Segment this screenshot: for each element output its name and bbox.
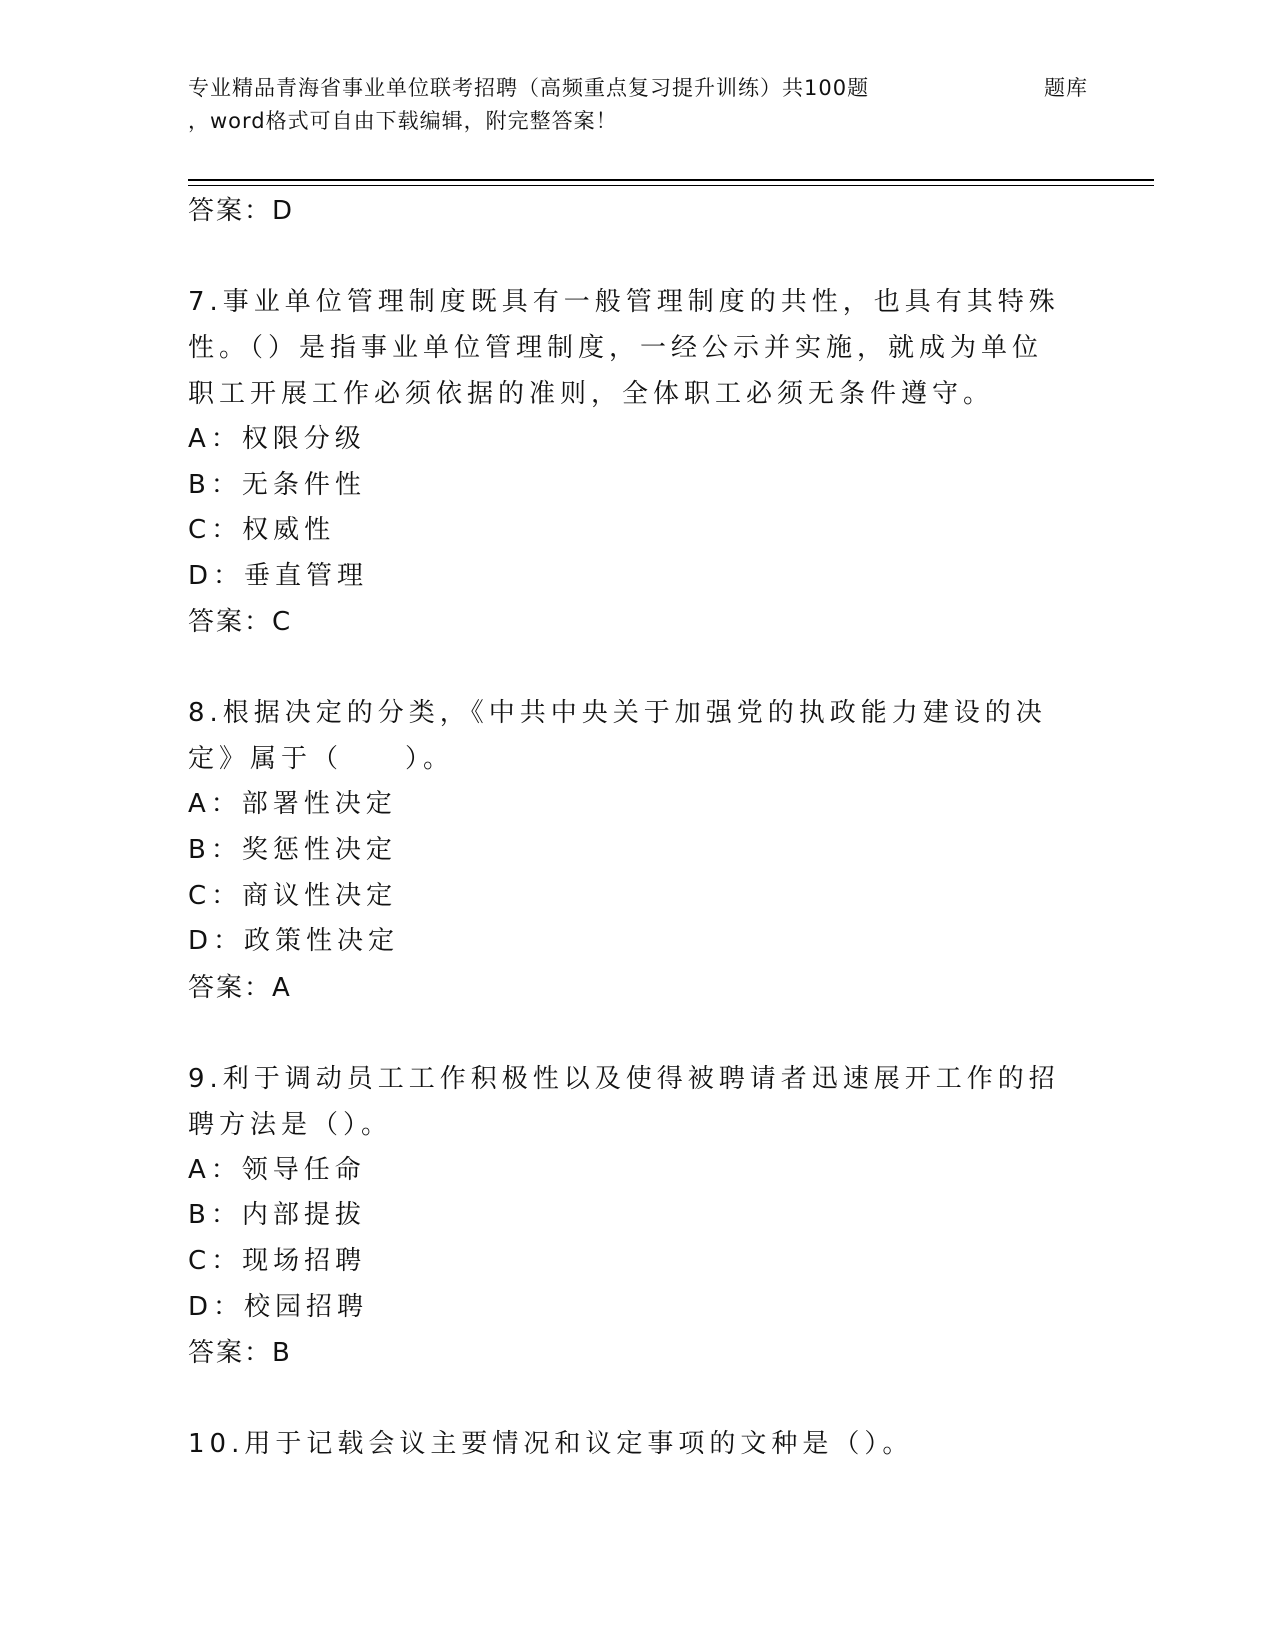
option-a: A：领导任命: [188, 1154, 366, 1185]
question-7: [188, 279, 1068, 645]
header-divider-thick: [188, 179, 1154, 181]
option-b: B：奖惩性决定: [188, 834, 397, 865]
option-b: B：内部提拔: [188, 1200, 366, 1231]
header-right-label: 题库: [1044, 76, 1088, 100]
option-b: B：无条件性: [188, 469, 366, 500]
document-body: [188, 188, 1068, 1467]
question-text: 7.事业单位管理制度既具有一般管理制度的共性，也具有其特殊性。（）是指事业单位管理制度，一经公示并实施，就成为单位职工开展工作必须依据的准则，全体职工必须无条件遵守。: [188, 287, 1060, 409]
option-d: D：校园招聘: [188, 1291, 369, 1322]
question-text: 8.根据决定的分类，《中共中央关于加强党的执政能力建设的决定》属于（ ）。: [188, 698, 1047, 775]
header-title: 专业精品青海省事业单位联考招聘（高频重点复习提升训练）共100题: [188, 76, 870, 100]
option-c: C：商议性决定: [188, 880, 398, 911]
answer: 答案：A: [188, 972, 292, 1003]
option-c: C：现场招聘: [188, 1245, 367, 1276]
option-a: A：部署性决定: [188, 789, 397, 820]
question-8: [188, 690, 1068, 1010]
question-9: [188, 1056, 1068, 1376]
header-line-1: [188, 72, 1088, 105]
question-text: 9.利于调动员工工作积极性以及使得被聘请者迅速展开工作的招聘方法是（）。: [188, 1063, 1060, 1140]
previous-answer: 答案：D: [188, 196, 295, 226]
header-line-2: ，word格式可自由下载编辑，附完整答案！: [188, 109, 618, 133]
header-divider-thin: [188, 185, 1154, 186]
option-d: D：政策性决定: [188, 926, 400, 957]
question-10: [188, 1421, 1068, 1467]
option-a: A：权限分级: [188, 424, 366, 454]
question-text: 10.用于记载会议主要情况和议定事项的文种是（）。: [188, 1429, 914, 1460]
answer: 答案：C: [188, 607, 293, 638]
answer: 答案：B: [188, 1338, 292, 1369]
option-c: C：权威性: [188, 515, 336, 546]
option-d: D：垂直管理: [188, 560, 369, 591]
page-header: [188, 72, 1148, 138]
